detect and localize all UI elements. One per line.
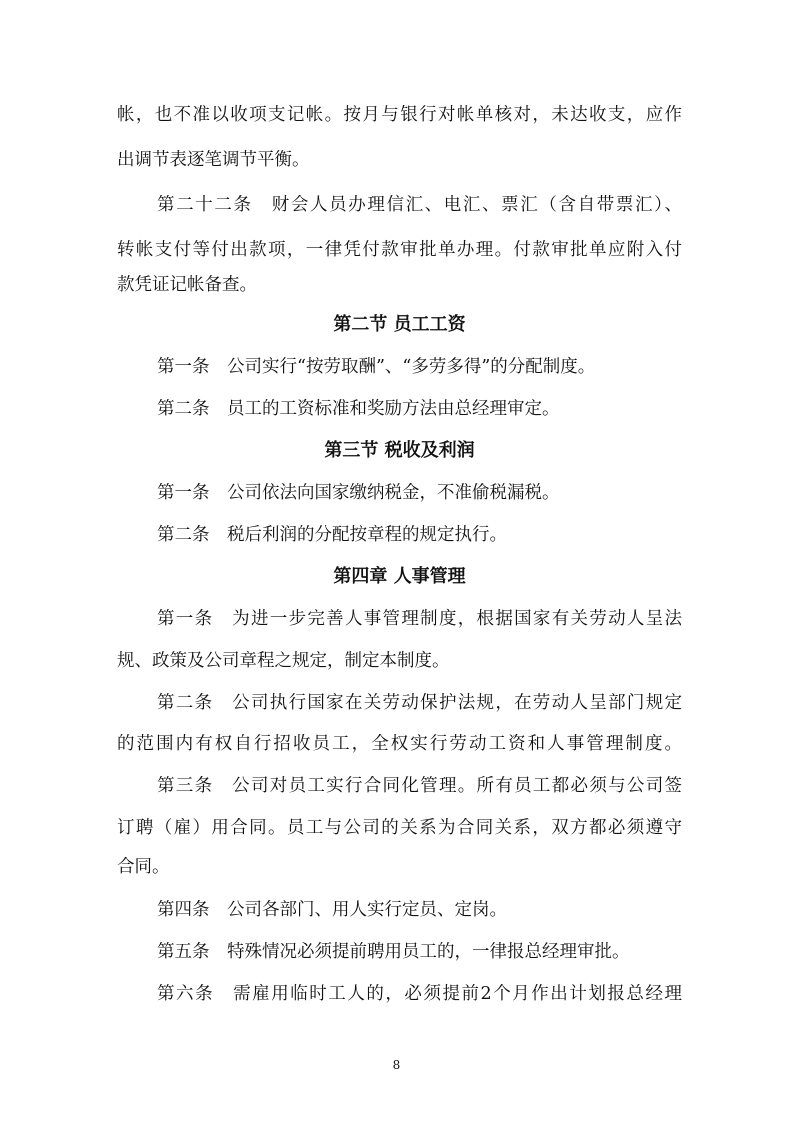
article-line: 第五条 特殊情况必须提前聘用员工的，一律报总经理审批。 xyxy=(157,942,630,962)
section-heading: 第二节 员工工资 xyxy=(333,314,466,335)
article-line: 第一条 公司实行“按劳取酬”、“多劳多得”的分配制度。 xyxy=(157,357,596,377)
article-line: 第二条 员工的工资标准和奖励方法由总经理审定。 xyxy=(157,399,560,419)
body-line: 订聘（雇）用合同。员工与公司的关系为合同关系，双方都必须遵守 xyxy=(117,818,682,838)
body-line: 款凭证记帐备查。 xyxy=(117,275,257,295)
article-line: 第六条 需雇用临时工人的，必须提前2个月作出计划报总经理 xyxy=(157,984,682,1004)
body-line: 合同。 xyxy=(117,857,170,877)
section-heading: 第三节 税收及利润 xyxy=(324,440,475,461)
article-line: 第四条 公司各部门、用人实行定员、定岗。 xyxy=(157,900,507,920)
article-line: 第一条 为进一步完善人事管理制度，根据国家有关劳动人呈法 xyxy=(157,609,682,629)
article-line: 第三条 公司对员工实行合同化管理。所有员工都必须与公司签 xyxy=(157,776,682,796)
article-line: 第二条 公司执行国家在关劳动保护法规，在劳动人呈部门规定 xyxy=(157,693,682,713)
body-line: 规、政策及公司章程之规定，制定本制度。 xyxy=(117,651,450,671)
body-line: 出调节表逐笔调节平衡。 xyxy=(117,150,310,170)
article-line: 第一条 公司依法向国家缴纳税金，不准偷税漏税。 xyxy=(157,483,560,503)
body-line: 帐，也不准以收项支记帐。按月与银行对帐单核对，未达收支，应作 xyxy=(117,105,682,125)
chapter-heading: 第四章 人事管理 xyxy=(333,566,466,587)
article-line: 第二条 税后利润的分配按章程的规定执行。 xyxy=(157,525,507,545)
page-number: 8 xyxy=(392,1058,401,1072)
article-line: 第二十二条 财会人员办理信汇、电汇、票汇（含自带票汇）、 xyxy=(157,195,682,215)
body-line: 转帐支付等付出款项，一律凭付款审批单办理。付款审批单应附入付 xyxy=(117,240,682,260)
body-line: 的范围内有权自行招收员工，全权实行劳动工资和人事管理制度。 xyxy=(117,734,682,754)
